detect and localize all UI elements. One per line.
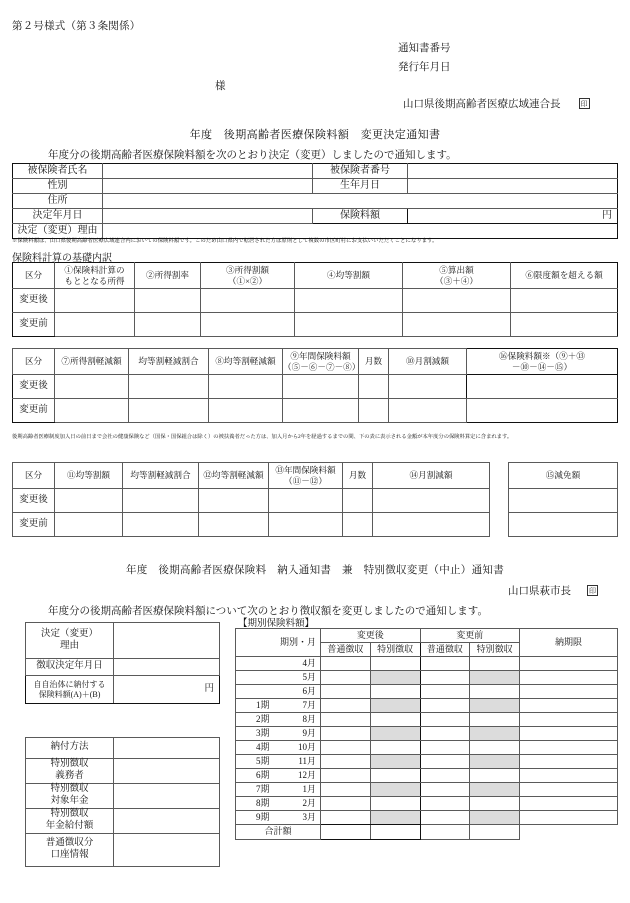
- premium-amount-value[interactable]: 円: [408, 209, 618, 224]
- calc2-before-income-reduction[interactable]: [55, 399, 129, 423]
- decision-reason-label: 決定（変更）理由: [13, 224, 103, 239]
- period-before-futsu[interactable]: [420, 811, 470, 825]
- table-row: [13, 489, 490, 513]
- seal-icon: 印: [589, 587, 596, 595]
- calc3-header-equal-share: ⑪均等割額: [55, 463, 123, 489]
- period-due-date[interactable]: [520, 671, 618, 685]
- table-row: [26, 659, 220, 676]
- calc2-row-before-label: 変更前: [13, 399, 55, 423]
- notice-number-label: 通知書番号: [398, 43, 451, 54]
- calculation-table-2: [12, 348, 618, 423]
- period-total-before-futsu[interactable]: [420, 825, 470, 840]
- period-before-futsu[interactable]: [420, 755, 470, 769]
- period-total-before-toku[interactable]: [470, 825, 520, 840]
- period-row: [236, 741, 618, 755]
- table-row: [26, 784, 220, 809]
- period-row: [236, 713, 618, 727]
- section1-lead: 年度分の後期高齢者医療保険料額を次のとおり決定（変更）しましたので通知します。: [48, 150, 457, 161]
- calc1-header-income-share: ③所得割額 （①×②）: [201, 263, 295, 289]
- period-row: [236, 727, 618, 741]
- period-row-label: 4月: [236, 657, 321, 671]
- calc1-before-rate[interactable]: [135, 313, 201, 337]
- period-header-after-futsu: 普通徴収: [321, 643, 371, 657]
- section2-footnote: 後期高齢者医療制度加入日の前日まで会社の健康保険など（国保・国保組合は除く）の被扶養者だった方は、加入月から2年を経過するまでの間、下の表に表示される金額が本年度分の保険料算定に含まれます。: [12, 434, 513, 440]
- period-header-kibetsu: 期別・月: [236, 629, 321, 657]
- calc3-header-months: 月数: [343, 463, 373, 489]
- period-due-date[interactable]: [520, 727, 618, 741]
- period-after-futsu[interactable]: [321, 685, 371, 699]
- period-after-toku[interactable]: [370, 755, 420, 769]
- period-after-futsu[interactable]: [321, 741, 371, 755]
- calc2-header-income-reduction: ⑦所得割軽減額: [55, 349, 129, 375]
- period-header-before-group: 変更前: [420, 629, 520, 643]
- special-collection-pension-label: 特別徴収 対象年金: [26, 784, 114, 809]
- period-header-before-toku: 特別徴収: [470, 643, 520, 657]
- period-row: [236, 783, 618, 797]
- special-collection-obligor-value[interactable]: [114, 759, 220, 784]
- calc3-row-before-label: 変更前: [13, 513, 55, 537]
- period-row: [236, 699, 618, 713]
- period-total-after-futsu[interactable]: [321, 825, 371, 840]
- issuer-name: 山口県後期高齢者医療広域連合長: [403, 99, 561, 110]
- calc3-header-monthly-reduction: ⑭月割減額: [373, 463, 490, 489]
- period-after-toku[interactable]: [370, 671, 420, 685]
- birthdate-label: 生年月日: [313, 179, 408, 194]
- section3-issuer-name: 山口県萩市長: [508, 586, 571, 597]
- period-due-date[interactable]: [520, 783, 618, 797]
- period-after-toku[interactable]: [370, 783, 420, 797]
- period-row-label: 5月: [236, 671, 321, 685]
- premium-amount-label: 保険料額: [313, 209, 408, 224]
- birthdate-value[interactable]: [408, 179, 618, 194]
- calc3-before-months[interactable]: [343, 513, 373, 537]
- calc1-after-income-share[interactable]: [201, 289, 295, 313]
- calc1-before-income[interactable]: [55, 313, 135, 337]
- decision-table: [25, 622, 220, 704]
- decision-reason-label: 決定（変更） 理由: [26, 623, 114, 659]
- table-row: [26, 759, 220, 784]
- calc2-header-kubun: 区分: [13, 349, 55, 375]
- special-collection-benefit-value[interactable]: [114, 809, 220, 834]
- decision-reason-value[interactable]: [114, 623, 220, 659]
- period-row: [236, 671, 618, 685]
- section3-title: 年度 後期高齢者医療保険料 納入通知書 兼 特別徴収変更（中止）通知書: [126, 565, 504, 576]
- calculation-table-3: [12, 462, 490, 537]
- period-before-futsu[interactable]: [420, 797, 470, 811]
- calc1-header-income: ①保険料計算の もととなる所得: [55, 263, 135, 289]
- table-row: [13, 313, 618, 337]
- period-row: [236, 811, 618, 825]
- period-before-toku[interactable]: [470, 699, 520, 713]
- period-due-date[interactable]: [520, 713, 618, 727]
- period-before-futsu[interactable]: [420, 699, 470, 713]
- special-collection-benefit-label: 特別徴収 年金給付額: [26, 809, 114, 834]
- period-before-futsu[interactable]: [420, 713, 470, 727]
- period-before-toku[interactable]: [470, 769, 520, 783]
- gender-value[interactable]: [103, 179, 313, 194]
- table-row: [13, 164, 618, 179]
- section3-lead: 年度分の後期高齢者医療保険料額について次のとおり徴収額を変更しましたので通知します。: [48, 606, 488, 617]
- calc3-row-after-label: 変更後: [13, 489, 55, 513]
- period-after-futsu[interactable]: [321, 727, 371, 741]
- period-before-futsu[interactable]: [420, 671, 470, 685]
- address-label: 住所: [13, 194, 103, 209]
- addressee-honorific: 様: [215, 81, 226, 92]
- table-row: [13, 375, 618, 399]
- calc2-after-annual-premium[interactable]: [283, 375, 359, 399]
- period-before-toku[interactable]: [470, 755, 520, 769]
- period-row-label: 4期 10月: [236, 741, 321, 755]
- table-row: [13, 513, 490, 537]
- period-before-futsu[interactable]: [420, 685, 470, 699]
- insured-person-table: [12, 163, 618, 239]
- calc3-before-equal-reduction-rate[interactable]: [123, 513, 199, 537]
- calc2-after-income-reduction[interactable]: [55, 375, 129, 399]
- payment-method-label: 納付方法: [26, 738, 114, 759]
- period-before-futsu[interactable]: [420, 741, 470, 755]
- insured-number-label: 被保険者番号: [313, 164, 408, 179]
- calc1-header-over-limit: ⑥限度額を超える額: [511, 263, 618, 289]
- period-due-date[interactable]: [520, 755, 618, 769]
- calc3-after-monthly-reduction[interactable]: [373, 489, 490, 513]
- period-after-futsu[interactable]: [321, 783, 371, 797]
- exemption-table: [508, 462, 618, 537]
- calc1-after-rate[interactable]: [135, 289, 201, 313]
- calc3-header-annual-premium: ⑬年間保険料額 （⑪－⑫）: [269, 463, 343, 489]
- table-row: [13, 399, 618, 423]
- exemption-before-value[interactable]: [509, 513, 618, 537]
- insured-number-value[interactable]: [408, 164, 618, 179]
- gender-label: 性別: [13, 179, 103, 194]
- period-header-after-group: 変更後: [321, 629, 421, 643]
- period-after-toku[interactable]: [370, 811, 420, 825]
- period-row-label: 6期 12月: [236, 769, 321, 783]
- period-table-heading: 【期別保険料額】: [238, 619, 315, 629]
- calc3-after-months[interactable]: [343, 489, 373, 513]
- period-after-toku[interactable]: [370, 685, 420, 699]
- calc3-after-annual-premium[interactable]: [269, 489, 343, 513]
- period-row: [236, 755, 618, 769]
- period-row: [236, 685, 618, 699]
- period-row-label: 8期 2月: [236, 797, 321, 811]
- calc2-after-final-premium[interactable]: [467, 375, 618, 399]
- calc3-before-monthly-reduction[interactable]: [373, 513, 490, 537]
- period-before-toku[interactable]: [470, 741, 520, 755]
- calc2-after-equal-reduction[interactable]: [209, 375, 283, 399]
- table-row: [13, 209, 618, 224]
- special-collection-obligor-label: 特別徴収 義務者: [26, 759, 114, 784]
- period-due-date[interactable]: [520, 685, 618, 699]
- calc2-header-monthly-reduction: ⑩月割減額: [389, 349, 467, 375]
- calc3-header-equal-reduction-rate: 均等割軽減割合: [123, 463, 199, 489]
- calc1-header-calculated: ⑤算出額 （③＋④）: [403, 263, 511, 289]
- period-after-futsu[interactable]: [321, 713, 371, 727]
- table-row: [13, 224, 618, 239]
- table-header-row: [13, 463, 490, 489]
- municipality-premium-value[interactable]: 円: [114, 676, 220, 704]
- ordinary-collection-account-label: 普通徴収分 口座情報: [26, 834, 114, 867]
- calc1-header-kubun: 区分: [13, 263, 55, 289]
- insured-name-value[interactable]: [103, 164, 313, 179]
- period-before-futsu[interactable]: [420, 657, 470, 671]
- calc2-header-equal-reduction: ⑧均等割軽減額: [209, 349, 283, 375]
- table-row: [26, 676, 220, 704]
- period-before-toku[interactable]: [470, 811, 520, 825]
- period-due-date[interactable]: [520, 741, 618, 755]
- decision-reason-value[interactable]: [103, 224, 618, 239]
- period-row-label: 3期 9月: [236, 727, 321, 741]
- period-header-due-date: 納期限: [520, 629, 618, 657]
- period-due-date[interactable]: [520, 699, 618, 713]
- period-row-label: 2期 8月: [236, 713, 321, 727]
- period-total-after-toku[interactable]: [370, 825, 420, 840]
- period-before-toku[interactable]: [470, 671, 520, 685]
- period-before-toku[interactable]: [470, 713, 520, 727]
- calc2-header-equal-reduction-rate: 均等割軽減割合: [129, 349, 209, 375]
- period-after-futsu[interactable]: [321, 797, 371, 811]
- calc1-before-over-limit[interactable]: [511, 313, 618, 337]
- table-row: [509, 489, 618, 513]
- period-after-toku[interactable]: [370, 699, 420, 713]
- section1-title: 年度 後期高齢者医療保険料額 変更決定通知書: [189, 129, 441, 141]
- table-header-row: [236, 629, 618, 643]
- period-total-row: [236, 825, 618, 840]
- period-after-futsu[interactable]: [321, 769, 371, 783]
- period-due-date[interactable]: [520, 797, 618, 811]
- calc1-before-income-share[interactable]: [201, 313, 295, 337]
- issuer-line: [403, 96, 590, 111]
- calc1-header-equal-share: ④均等割額: [295, 263, 403, 289]
- municipality-premium-label: 自自治体に納付する 保険料額(A)＋(B): [26, 676, 114, 704]
- calc2-before-equal-reduction[interactable]: [209, 399, 283, 423]
- calc2-before-monthly-reduction[interactable]: [389, 399, 467, 423]
- period-before-futsu[interactable]: [420, 727, 470, 741]
- calc3-before-annual-premium[interactable]: [269, 513, 343, 537]
- table-row: [509, 513, 618, 537]
- exemption-header: ⑮減免額: [509, 463, 618, 489]
- period-after-toku[interactable]: [370, 657, 420, 671]
- table-row: [13, 179, 618, 194]
- period-after-futsu[interactable]: [321, 699, 371, 713]
- calculation-table-1: [12, 262, 618, 337]
- period-total-due: [520, 825, 618, 840]
- calc1-after-equal-share[interactable]: [295, 289, 403, 313]
- calc1-after-over-limit[interactable]: [511, 289, 618, 313]
- calc3-after-equal-reduction[interactable]: [199, 489, 269, 513]
- calc1-after-calculated[interactable]: [403, 289, 511, 313]
- period-after-futsu[interactable]: [321, 671, 371, 685]
- period-after-toku[interactable]: [370, 713, 420, 727]
- period-after-futsu[interactable]: [321, 755, 371, 769]
- calc2-header-final-premium: ⑯保険料額※（⑨＋⑬ －⑩－⑭－⑮）: [467, 349, 618, 375]
- period-before-futsu[interactable]: [420, 769, 470, 783]
- decision-date-value[interactable]: [103, 209, 313, 224]
- period-after-toku[interactable]: [370, 741, 420, 755]
- table-header-row: [509, 463, 618, 489]
- period-before-toku[interactable]: [470, 685, 520, 699]
- period-after-toku[interactable]: [370, 769, 420, 783]
- form-number: 第２号様式（第３条関係）: [12, 21, 141, 32]
- table-row: [26, 623, 220, 659]
- period-row-label: 9期 3月: [236, 811, 321, 825]
- period-table-body: [236, 657, 618, 825]
- period-header-after-toku: 特別徴収: [370, 643, 420, 657]
- calc2-before-annual-premium[interactable]: [283, 399, 359, 423]
- payment-method-value[interactable]: [114, 738, 220, 759]
- insured-name-label: 被保険者氏名: [13, 164, 103, 179]
- calc3-header-kubun: 区分: [13, 463, 55, 489]
- period-row-label: 6月: [236, 685, 321, 699]
- calc3-before-equal-reduction[interactable]: [199, 513, 269, 537]
- table-header-row: [13, 263, 618, 289]
- table-row: [26, 738, 220, 759]
- period-total-label: 合計額: [236, 825, 321, 840]
- period-due-date[interactable]: [520, 657, 618, 671]
- collection-decision-date-label: 徴収決定年月日: [26, 659, 114, 676]
- period-after-toku[interactable]: [370, 797, 420, 811]
- period-after-futsu[interactable]: [321, 811, 371, 825]
- calc2-row-after-label: 変更後: [13, 375, 55, 399]
- calc3-after-equal-share[interactable]: [55, 489, 123, 513]
- calc3-before-equal-share[interactable]: [55, 513, 123, 537]
- calc-basis-heading: 保険料計算の基礎内訳: [12, 253, 112, 264]
- calc1-row-before-label: 変更前: [13, 313, 55, 337]
- period-row-label: 7期 1月: [236, 783, 321, 797]
- seal-icon: 印: [580, 100, 588, 108]
- calc2-before-months[interactable]: [359, 399, 389, 423]
- period-before-toku[interactable]: [470, 783, 520, 797]
- calc2-after-months[interactable]: [359, 375, 389, 399]
- special-collection-pension-value[interactable]: [114, 784, 220, 809]
- collection-decision-date-value[interactable]: [114, 659, 220, 676]
- section3-issuer-line: [508, 583, 598, 598]
- calc2-after-equal-reduction-rate[interactable]: [129, 375, 209, 399]
- calc1-row-after-label: 変更後: [13, 289, 55, 313]
- table-header-row: [13, 349, 618, 375]
- period-row-label: 5期 11月: [236, 755, 321, 769]
- address-value[interactable]: [103, 194, 618, 209]
- calc2-before-equal-reduction-rate[interactable]: [129, 399, 209, 423]
- table-row: [13, 289, 618, 313]
- calc1-header-rate: ②所得割率: [135, 263, 201, 289]
- period-after-toku[interactable]: [370, 727, 420, 741]
- section1-footnote: ※保険料額は、山口県後期高齢者医療広域連合内においての保険料額です。このため山口県内で転居された方は原則として複数の市区町村にお支払いいただくことになります。: [12, 238, 438, 244]
- decision-date-label: 決定年月日: [13, 209, 103, 224]
- period-premium-table: [235, 628, 618, 840]
- period-before-toku[interactable]: [470, 657, 520, 671]
- table-row: [13, 194, 618, 209]
- period-before-toku[interactable]: [470, 797, 520, 811]
- calc3-header-equal-reduction: ⑫均等割軽減額: [199, 463, 269, 489]
- calc2-header-annual-premium: ⑨年間保険料額 （⑤－⑥－⑦－⑧）: [283, 349, 359, 375]
- calc2-after-monthly-reduction[interactable]: [389, 375, 467, 399]
- calc1-before-equal-share[interactable]: [295, 313, 403, 337]
- calc2-header-months: 月数: [359, 349, 389, 375]
- period-row: [236, 797, 618, 811]
- period-row-label: 1期 7月: [236, 699, 321, 713]
- ordinary-collection-account-value[interactable]: [114, 834, 220, 867]
- table-row: [26, 834, 220, 867]
- period-row: [236, 657, 618, 671]
- table-row: [26, 809, 220, 834]
- exemption-after-value[interactable]: [509, 489, 618, 513]
- calc1-before-calculated[interactable]: [403, 313, 511, 337]
- period-header-before-futsu: 普通徴収: [420, 643, 470, 657]
- period-before-toku[interactable]: [470, 727, 520, 741]
- calc3-after-equal-reduction-rate[interactable]: [123, 489, 199, 513]
- period-row: [236, 769, 618, 783]
- calc1-after-income[interactable]: [55, 289, 135, 313]
- period-before-futsu[interactable]: [420, 783, 470, 797]
- issue-date-label: 発行年月日: [398, 62, 451, 73]
- payment-method-table: [25, 737, 220, 867]
- period-after-futsu[interactable]: [321, 657, 371, 671]
- period-due-date[interactable]: [520, 769, 618, 783]
- calc2-before-final-premium[interactable]: [467, 399, 618, 423]
- period-due-date[interactable]: [520, 811, 618, 825]
